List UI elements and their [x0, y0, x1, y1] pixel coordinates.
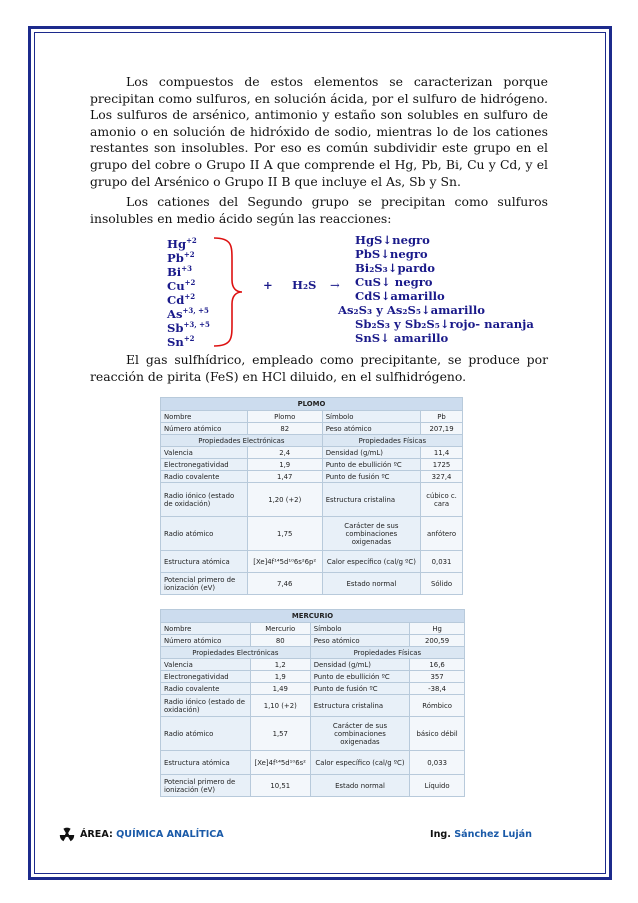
table-row: Estructura atómica [Xe]4f¹⁴5d¹⁰6s²6p² Calor específico (cal/g ºC) 0,031 [161, 551, 463, 573]
table-title: MERCURIO [161, 610, 465, 623]
radiation-icon [58, 826, 76, 844]
table-row: Valencia 2,4 Densidad (g/mL) 11,4 [161, 447, 463, 459]
table-subheader: Propiedades Electrónicas Propiedades Físicas [161, 435, 463, 447]
table-row: Radio atómico 1,57 Carácter de sus combinaciones oxigenadas básico débil [161, 717, 465, 751]
table-row: Radio covalente 1,49 Punto de fusión ºC -38,4 [161, 683, 465, 695]
product-sns: SnS↓ amarillo [355, 331, 449, 345]
intro-paragraph: Los compuestos de estos elementos se caracterizan porque precipitan como sulfuros, en solución ácida, por el sulfuro de hidrógeno. Los sulfuros de arsénico, antimonio y estaño son solubles en sulfuro de amonio o en solución de hidróxido de sodio, mientras lo de los cationes restantes son insolubles. Por eso es común subdividir este grupo en el grupo del cobre o Grupo II A que comprende el Hg, Pb, Bi, Cu y Cd, y el grupo del Arsénico o Grupo II B que incluye el As, Sb y Sn. [90, 74, 548, 189]
footer-area: ÁREA: QUÍMICA ANALÍTICA [80, 829, 224, 840]
second-paragraph: Los cationes del Segundo grupo se precipitan como sulfuros insolubles en medio ácido según las reacciones: [90, 194, 548, 226]
table-row: Radio iónico (estado de oxidación) 1,20 (+2) Estructura cristalina cúbico c. cara [161, 483, 463, 517]
table-row: Electronegatividad 1,9 Punto de ebullición ºC 1725 [161, 459, 463, 471]
cation-bi: $Bi^{+3}$ [167, 264, 192, 279]
cation-hg: $Hg^{+2}$ [167, 236, 197, 251]
table-row: Potencial primero de ionización (eV) 10,51 Estado normal Líquido [161, 775, 465, 797]
curly-brace [210, 236, 244, 348]
plus-sign: + [263, 278, 273, 292]
table-row: Estructura atómica [Xe]4f¹⁴5d¹⁰6s² Calor específico (cal/g ºC) 0,033 [161, 751, 465, 775]
table-row: Nombre Mercurio Símbolo Hg [161, 623, 465, 635]
reagent-h2s: H₂S [292, 278, 317, 292]
product-cds: CdS↓amarillo [355, 289, 445, 303]
table-row: Radio iónico (estado de oxidación) 1,10 (+2) Estructura cristalina Rómbico [161, 695, 465, 717]
table-subheader: Propiedades Electrónicas Propiedades Físicas [161, 647, 465, 659]
mercury-properties-table [160, 609, 465, 797]
cation-sn: $Sn^{+2}$ [167, 334, 195, 349]
product-bi2s3: Bi₂S₃↓pardo [355, 261, 436, 275]
product-as2s3: As₂S₃ y As₂S₅↓amarillo [338, 303, 485, 317]
footer-author: Ing. Sánchez Luján [430, 829, 532, 840]
cation-pb: $Pb^{+2}$ [167, 250, 195, 265]
lead-properties-table [160, 397, 463, 595]
cation-cu: $Cu^{+2}$ [167, 278, 196, 293]
product-sb2s3: Sb₂S₃ y Sb₂S₅↓rojo- naranja [355, 317, 534, 331]
table-row: Número atómico 80 Peso atómico 200,59 [161, 635, 465, 647]
table-row: Número atómico 82 Peso atómico 207,19 [161, 423, 463, 435]
cation-cd: $Cd^{+2}$ [167, 292, 196, 307]
page-footer [58, 826, 578, 842]
table-row: Radio covalente 1,47 Punto de fusión ºC 327,4 [161, 471, 463, 483]
cation-as: $As^{+3, +5}$ [167, 306, 209, 321]
table-title: PLOMO [161, 398, 463, 411]
table-row: Potencial primero de ionización (eV) 7,46 Estado normal Sólido [161, 573, 463, 595]
table-row: Nombre Plomo Símbolo Pb [161, 411, 463, 423]
reaction-block [0, 234, 638, 350]
product-hgs: HgS↓negro [355, 233, 430, 247]
table-row: Radio atómico 1,75 Carácter de sus combinaciones oxigenadas anfótero [161, 517, 463, 551]
product-pbs: PbS↓negro [355, 247, 428, 261]
cation-sb: $Sb^{+3, +5}$ [167, 320, 210, 335]
reaction-arrow: → [330, 278, 340, 292]
table-row: Electronegatividad 1,9 Punto de ebullición ºC 357 [161, 671, 465, 683]
third-paragraph: El gas sulfhídrico, empleado como precipitante, se produce por reacción de pirita (FeS) en HCl diluido, en el sulfhidrógeno. [90, 352, 548, 384]
table-row: Valencia 1,2 Densidad (g/mL) 16,6 [161, 659, 465, 671]
product-cus: CuS↓ negro [355, 275, 433, 289]
